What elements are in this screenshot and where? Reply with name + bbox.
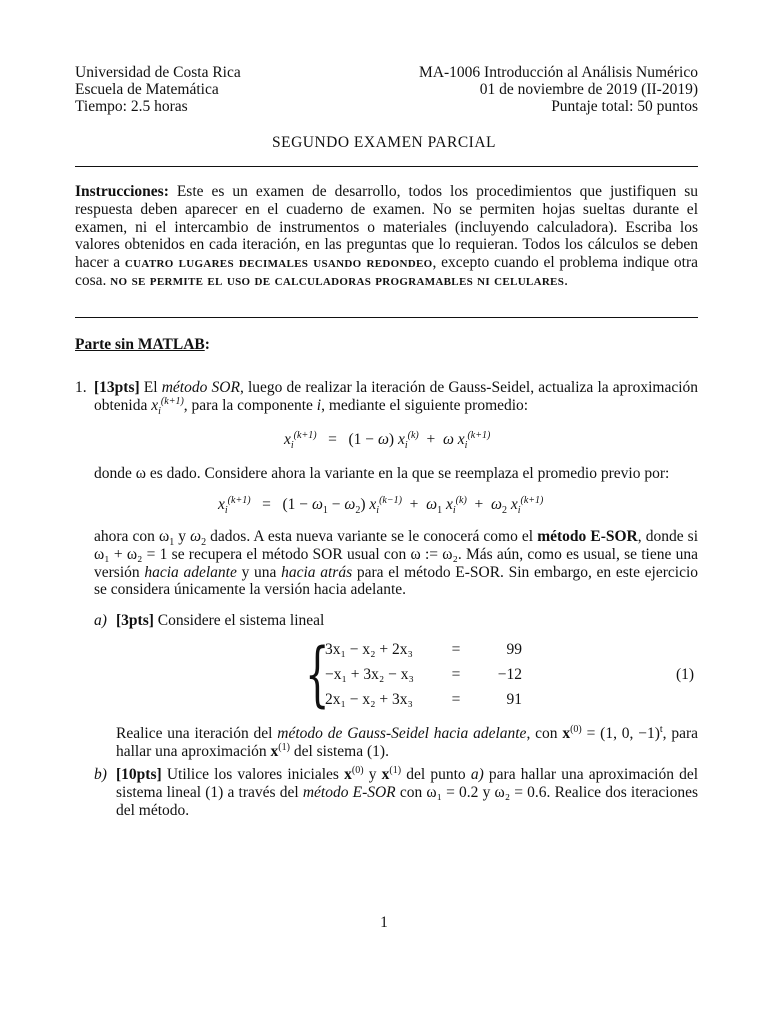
problem-1-paragraph-2: ahora con $\omega_1$ y $\omega_2$ dados. A esta nueva variante se le conocerá como el método E-SOR, donde si ω₁ + ω₂ = 1 se recupera el método SOR usual con ω := ω₂. Más aún, como es usual, se tiene una versión hacia adelante y una hacia atrás para el método E-SOR. Sin embargo, en este ejercicio se considera únicamente la versión hacia adelante. bbox=[94, 528, 699, 599]
problem-1-after-eq1: donde ω es dado. Considere ahora la variante en la que se reemplaza el promedio previo por: bbox=[94, 465, 670, 482]
system-row bbox=[322, 637, 525, 662]
section-title-colon: : bbox=[204, 336, 210, 353]
page-number: 1 bbox=[380, 914, 388, 931]
p2-text-e: para el método E-SOR. Sin embargo, en este ejercicio se considera únicamente la versión hacia adelante. bbox=[94, 563, 699, 599]
instructions-text-1: Este es un examen de desarrollo, todos los procedimientos que justifiquen su respuesta deben aparecer en el cuaderno de examen. No se permiten hojas sueltas durante el examen, ni el intercambio de instrumentos o materiales (incluyendo calculadora). Escriba los valores obtenidos en cada iteración, en las preguntas que lo requieran. Todos los cálculos se deben hacer a bbox=[75, 183, 698, 272]
part-a-text-2: , con bbox=[526, 725, 558, 742]
system-row-lhs: −x₁ + 3x₂ − x₃ bbox=[325, 665, 414, 683]
math-x0: $x^{(0)}$ bbox=[562, 723, 582, 742]
p2-atras: hacia atrás bbox=[281, 563, 353, 581]
part-b-text-2: y bbox=[368, 766, 377, 783]
part-a-text-1: Realice una iteración del bbox=[116, 725, 273, 742]
system-row bbox=[322, 662, 525, 687]
part-a-intro bbox=[116, 612, 324, 630]
bottom-rule bbox=[75, 317, 698, 318]
instructions-emphasis-1: cuatro lugares decimales usando redondeo bbox=[124, 254, 433, 272]
problem-1-text-d: , mediante el siguiente promedio: bbox=[321, 396, 529, 414]
instructions bbox=[75, 183, 698, 290]
equation-sor: $x_i^{(k+1)} = (1 - \omega) x_i^{(k)} + \omega$ $x_i^{(k+1)}$ bbox=[284, 429, 491, 452]
header-school: Escuela de Matemática bbox=[75, 81, 219, 98]
instructions-text-3: . bbox=[564, 271, 568, 289]
math-x1: $x^{(1)}$ bbox=[270, 741, 290, 760]
part-a-text-4: del sistema (1). bbox=[293, 742, 389, 760]
system-row bbox=[322, 687, 525, 712]
header-date: 01 de noviembre de 2019 (II-2019) bbox=[479, 81, 698, 98]
problem-1-points: [13pts] bbox=[94, 379, 140, 396]
part-b-label: b) bbox=[94, 766, 107, 783]
math-x-i-k1: $x_i^{(k+1)}$ bbox=[151, 395, 184, 417]
header-course: MA-1006 Introducción al Análisis Numérico bbox=[419, 64, 698, 81]
math-i: i bbox=[316, 396, 322, 414]
equation-number: (1) bbox=[676, 666, 695, 683]
part-a-intro-text: Considere el sistema lineal bbox=[157, 612, 325, 629]
part-a-gauss-seidel: método de Gauss-Seidel hacia adelante bbox=[277, 725, 527, 742]
section-title-text: Parte sin MATLAB bbox=[75, 336, 205, 353]
system-equals: = bbox=[451, 690, 461, 708]
problem-1-text-b: , luego de realizar la iteración de Gauss-Seidel, actualiza la aproximación obtenida bbox=[94, 379, 699, 414]
part-a-task: Realice una iteración del método de Gauss-Seidel hacia adelante, con $x^{(0)} = (1$, 0, −1)$^t$, para hallar una aproximación $x^{(1)}$ del sistema (1). bbox=[116, 723, 699, 760]
instructions-label: Instrucciones: bbox=[75, 183, 169, 200]
math-x0: $x^{(0)}$ bbox=[344, 764, 364, 783]
problem-1-sor: método SOR bbox=[161, 379, 240, 396]
instructions-text-2: , excepto cuando el problema indique otra cosa. bbox=[75, 254, 699, 289]
part-a-text-3: , para hallar una aproximación bbox=[116, 725, 699, 760]
problem-1-statement bbox=[94, 379, 698, 415]
header-university: Universidad de Costa Rica bbox=[75, 64, 241, 81]
part-a-label: a) bbox=[94, 612, 107, 629]
p2-text-d: y una bbox=[241, 563, 277, 581]
math-x1: $x^{(1)}$ bbox=[381, 764, 402, 783]
system-row-rhs: 91 bbox=[506, 690, 522, 708]
equation-esor: $x_i^{(k+1)} = (1 - \omega_1 - \omega_2) x_i^{(k-1)} + \omega_1$ $x_i^{(k)} + \omega_2$ $x_i^{(k+1)}$ bbox=[218, 494, 544, 517]
system-row-lhs: 2x₁ − x₂ + 3x₃ bbox=[325, 690, 413, 708]
part-b-esor: método E-SOR bbox=[302, 783, 396, 801]
problem-1-text-c: , para la componente bbox=[183, 396, 313, 414]
p2-text-a: ahora con ω bbox=[94, 528, 170, 545]
system-row-rhs: −12 bbox=[497, 665, 522, 683]
p2-adelante: hacia adelante bbox=[144, 563, 237, 581]
system-equals: = bbox=[451, 665, 461, 683]
instructions-emphasis-2: no se permite el uso de calculadoras programables ni celulares bbox=[110, 271, 565, 289]
p2-esor: método E-SOR bbox=[537, 528, 638, 545]
exam-title: SEGUNDO EXAMEN PARCIAL bbox=[272, 134, 496, 151]
part-b-task bbox=[116, 766, 698, 819]
p2-text-b: dados. A esta nueva variante se le conocerá como el bbox=[210, 528, 534, 545]
section-title bbox=[75, 336, 210, 354]
part-a-points: [3pts] bbox=[116, 612, 154, 629]
part-b-points: [10pts] bbox=[116, 766, 162, 783]
part-b-text-5: con ω₁ = 0.2 y ω₂ = 0.6. Realice dos iteraciones del método. bbox=[116, 783, 699, 819]
part-b-ref-a: a) bbox=[470, 766, 484, 783]
top-rule bbox=[75, 166, 698, 167]
system-row-lhs: 3x₁ − x₂ + 2x₃ bbox=[325, 640, 413, 658]
problem-1-number: 1. bbox=[75, 379, 87, 396]
problem-1-text-a: El bbox=[143, 379, 158, 396]
linear-system bbox=[322, 637, 525, 712]
part-b-text-1: Utilice los valores iniciales bbox=[166, 766, 339, 783]
part-a-x0-value: = (1, 0, −1) bbox=[586, 725, 660, 742]
part-b-text-4: para hallar una aproximación del sistema lineal (1) a través del bbox=[116, 766, 699, 801]
p2-text-c: , donde si ω₁ + ω₂ = 1 se recupera el método SOR usual con ω := ω₂. Más aún, como es usual, se tiene una versión bbox=[94, 528, 699, 581]
system-equals: = bbox=[451, 640, 461, 658]
part-b-text-3: del punto bbox=[406, 766, 466, 783]
system-brace: { bbox=[305, 633, 330, 715]
system-row-rhs: 99 bbox=[506, 640, 522, 658]
header-score: Puntaje total: 50 puntos bbox=[551, 98, 698, 115]
header-time: Tiempo: 2.5 horas bbox=[75, 98, 188, 115]
